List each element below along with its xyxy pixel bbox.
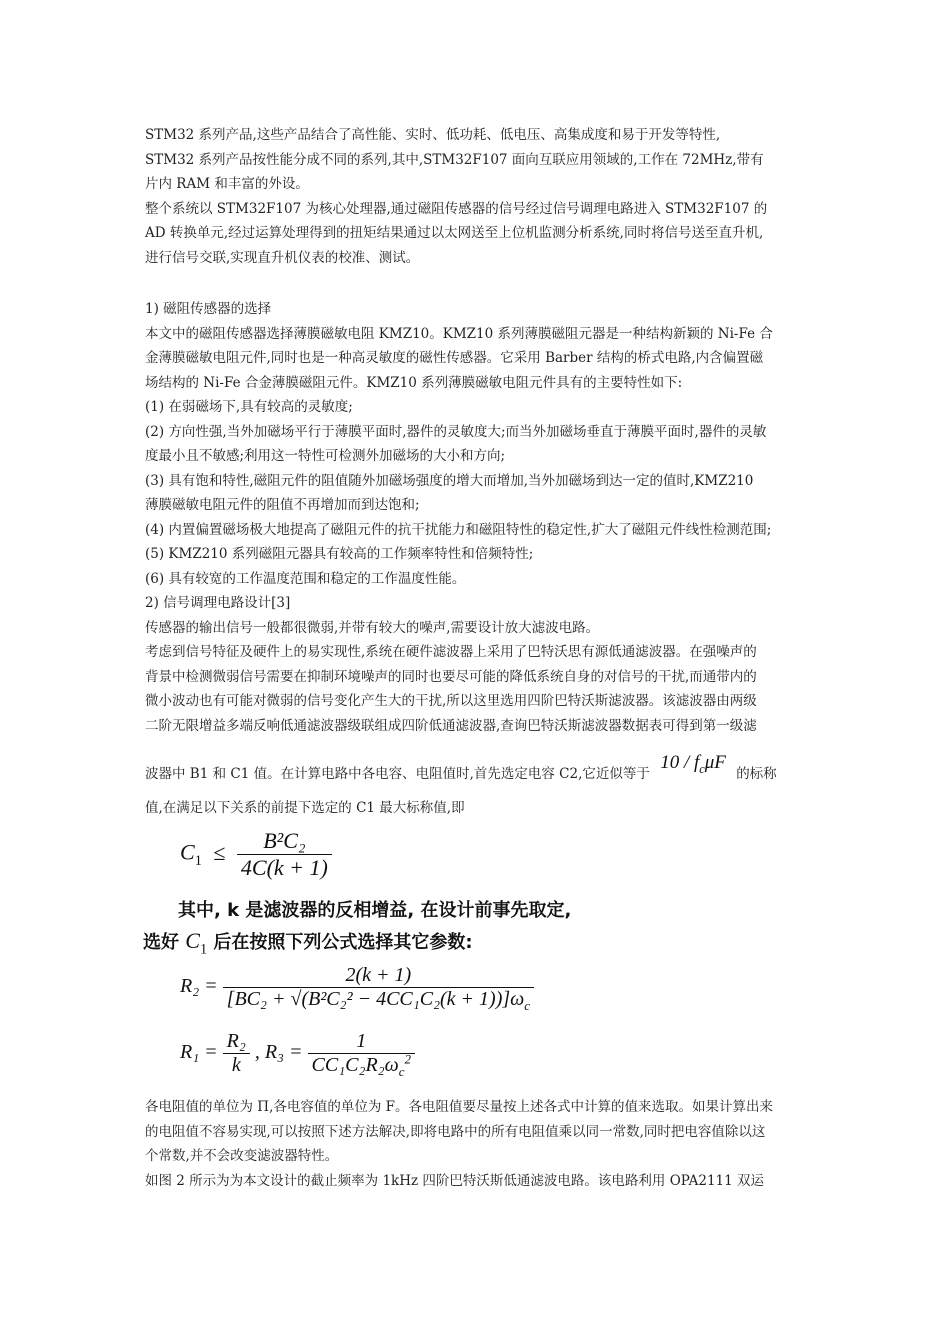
eq-numerator: B²C₂ — [263, 828, 306, 853]
text-line: STM32 系列产品,这些产品结合了高性能、实时、低功耗、低电压、高集成度和易于开发等特性, — [145, 127, 721, 143]
eq-numerator: 1 — [356, 1030, 367, 1052]
closing-paragraph — [145, 1095, 815, 1193]
text-line: 的电阻值不容易实现,可以按照下述方法解决,即将电路中的所有电阻值乘以同一常数,同时把电容值除以这 — [145, 1123, 766, 1140]
text-line: 整个系统以 STM32F107 为核心处理器,通过磁阻传感器的信号经过信号调理电路进入 STM32F107 的 — [145, 200, 768, 217]
text-line: 本文中的磁阻传感器选择薄膜磁敏电阻 KMZ10。KMZ10 系列薄膜磁阻元器是一种结构新颖的 Ni-Fe 合 — [145, 325, 773, 342]
text-line: 背景中检测微弱信号需要在抑制环境噪声的同时也要尽可能的降低系统自身的对信号的干扰,而通带内的 — [145, 668, 757, 685]
eq-lhs-sub: 1 — [194, 852, 202, 869]
text-line: 进行信号交联,实现直升机仪表的校准、测试。 — [145, 249, 420, 266]
c1-line — [145, 796, 815, 821]
list-item: (2) 方向性强,当外加磁场平行于薄膜平面时,器件的灵敏度大;而当外加磁场垂直于薄膜平面时,器件的灵敏 — [145, 423, 767, 440]
text-line: 传感器的输出信号一般都很微弱,并带有较大的噪声,需要设计放大滤波电路。 — [145, 619, 600, 636]
note-symbol-sub: 1 — [199, 941, 208, 958]
text-line: 微小波动也有可能对微弱的信号变化产生大的干扰,所以这里选用四阶巴特沃斯滤波器。该滤波器由两级 — [145, 693, 757, 709]
note-symbol-letter: C — [185, 928, 200, 953]
eq-denominator-text: CC₁C₂R₂ω — [311, 1054, 399, 1076]
section-body — [145, 297, 815, 738]
formula-sub: c — [699, 761, 705, 776]
text-line: 值,在满足以下关系的前提下选定的 C1 最大标称值,即 — [145, 800, 465, 816]
c2-line — [145, 752, 825, 786]
text-line: STM32 系列产品按性能分成不同的系列,其中,STM32F107 面向互联应用领域的,工作在 72MHz,带有 — [145, 151, 764, 168]
list-item: (3) 具有饱和特性,磁阻元件的阻值随外加磁场强度的增大而增加,当外加磁场到达一定的值时,KMZ210 — [145, 472, 754, 489]
eq-denominator — [223, 987, 534, 1011]
eq-fraction — [308, 1030, 416, 1077]
inline-formula — [660, 752, 726, 776]
eq-fraction — [223, 964, 534, 1011]
eq-lhs: R₂ = — [180, 975, 218, 998]
text-line: AD 转换单元,经过运算处理得到的扭矩结果通过以太网送至上位机监测分析系统,同时将信号送至直升机, — [145, 225, 764, 241]
eq-fraction — [223, 1030, 250, 1077]
equation-c1 — [180, 828, 332, 881]
equation-r1-r3 — [180, 1030, 415, 1077]
text-line: 各电阻值的单位为 Π,各电容值的单位为 F。各电阻值要尽量按上述各式中计算的值来选取。如果计算出来 — [145, 1099, 774, 1115]
list-item: (1) 在弱磁场下,具有较高的灵敏度; — [145, 399, 353, 415]
text-line: 个常数,并不会改变滤波器特性。 — [145, 1148, 339, 1164]
eq-separator: , R₃ = — [254, 1041, 303, 1064]
text-line: 考虑到信号特征及硬件上的易实现性,系统在硬件滤波器上采用了巴特沃思有源低通滤波器。在强噪声的 — [145, 644, 757, 660]
note-line-1: 其中, k 是滤波器的反相增益, 在设计前事先取定, — [178, 900, 572, 921]
note-suffix: 后在按照下列公式选择其它参数: — [213, 932, 473, 953]
text-line: 片内 RAM 和丰富的外设。 — [145, 176, 309, 192]
intro-paragraph — [145, 123, 815, 270]
text-line: 二阶无限增益多端反响低通滤波器级联组成四阶低通滤波器,查询巴特沃斯滤波器数据表可得到第一级滤 — [145, 717, 757, 734]
eq-denominator-text: [BC₂ + √(B²C₂² − 4CC₁C₂(k + 1))]ω — [226, 988, 525, 1010]
equation-r2 — [180, 964, 534, 1011]
eq-lhs: R₁ = — [180, 1041, 218, 1064]
note-prefix: 选好 — [143, 932, 179, 953]
list-item: (4) 内置偏置磁场极大地提高了磁阻元件的抗干扰能力和磁阻特性的稳定性,扩大了磁阻元件线性检测范围; — [145, 521, 772, 538]
text-line: 度最小且不敏感;利用这一特性可检测外加磁场的大小和方向; — [145, 448, 506, 464]
section-heading-1: 1) 磁阻传感器的选择 — [145, 301, 272, 317]
section-heading-2: 2) 信号调理电路设计[3] — [145, 595, 291, 611]
note-symbol — [185, 928, 208, 958]
text-line: 金薄膜磁敏电阻元件,同时也是一种高灵敏度的磁性传感器。它采用 Barber 结构的桥式电路,内含偏置磁 — [145, 350, 764, 366]
eq-relation: ≤ — [213, 839, 226, 865]
text-line: 波器中 B1 和 C1 值。在计算电路中各电容、电阻值时,首先选定电容 C2,它近似等于 — [145, 766, 650, 782]
list-item: (6) 具有较宽的工作温度范围和稳定的工作温度性能。 — [145, 570, 466, 587]
text-line: 的标称 — [736, 766, 777, 782]
note-line-2 — [143, 928, 473, 958]
eq-denominator-sub: c — [524, 998, 531, 1013]
text-line: 场结构的 Ni-Fe 合金薄膜磁阻元件。KMZ10 系列薄膜磁敏电阻元件具有的主要特性如下: — [145, 374, 683, 391]
eq-denominator: k — [223, 1053, 250, 1077]
eq-lhs: C — [180, 839, 195, 865]
formula-text: 10 / f — [660, 752, 700, 773]
eq-fraction — [237, 828, 332, 881]
eq-numerator: 2(k + 1) — [345, 964, 412, 986]
eq-denominator-sup: 2 — [404, 1051, 412, 1067]
formula-unit: μF — [704, 752, 726, 773]
eq-numerator: R₂ — [226, 1030, 246, 1052]
eq-denominator-sub: c — [398, 1064, 405, 1079]
list-item: (5) KMZ210 系列磁阻元器具有较高的工作频率特性和倍频特性; — [145, 546, 534, 562]
eq-denominator — [308, 1053, 416, 1077]
text-line: 如图 2 所示为为本文设计的截止频率为 1kHz 四阶巴特沃斯低通滤波电路。该电路利用 OPA2111 双运 — [145, 1172, 765, 1189]
eq-denominator: 4C(k + 1) — [237, 854, 332, 881]
text-line: 薄膜磁敏电阻元件的阻值不再增加而到达饱和; — [145, 497, 420, 513]
